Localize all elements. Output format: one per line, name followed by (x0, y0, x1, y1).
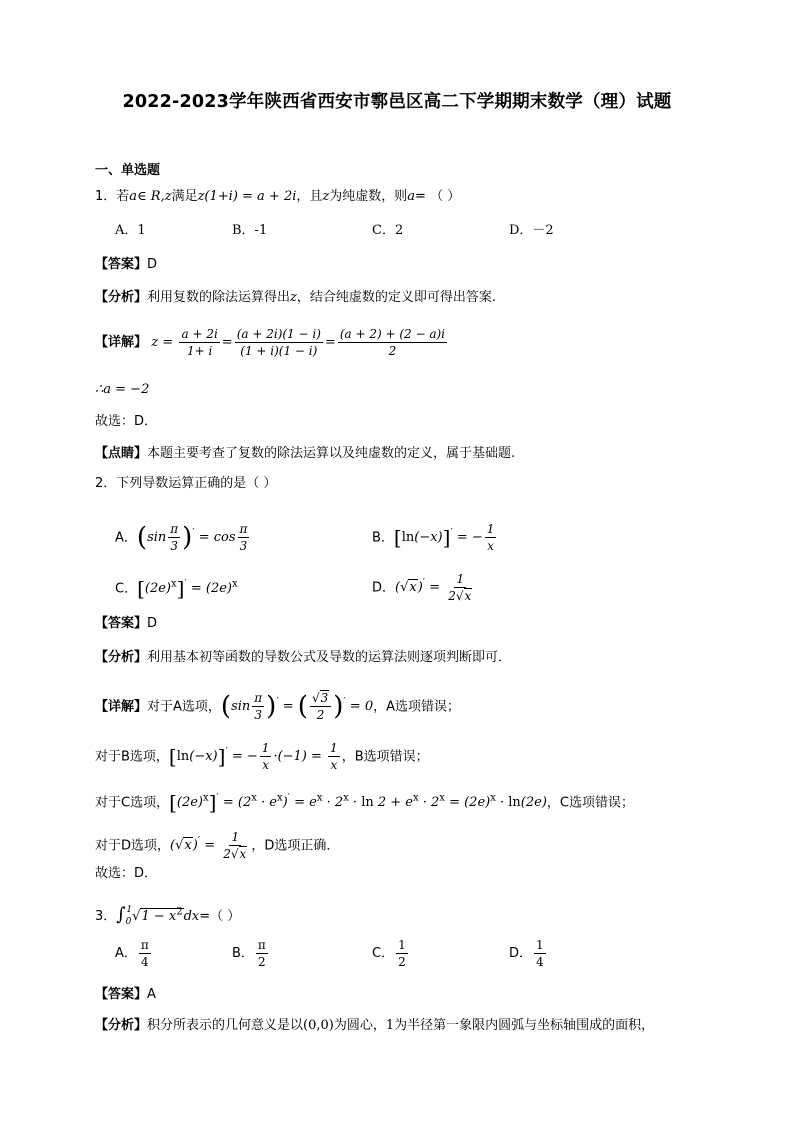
q2-detail-c: 对于C选项，$[(2e)^x]' = (2^x \cdot e^x)' = e^x \cdot 2^x \cdot \ln 2 + e^x \cdot 2^x = (2e)^x \cdot \ln(2e)$，C选项错误； (95, 790, 634, 815)
q3-answer: 【答案】A (95, 987, 156, 1002)
q1-analysis: 【分析】利用复数的除法运算得出z，结合纯虚数的定义即可得出答案. (95, 290, 497, 305)
q2-stem: 2．下列导数运算正确的是（ ） (95, 476, 277, 491)
q1-detail: 【详解】 z = $\frac{a + 2i}{1+ i}$ = $\frac{(a + 2i)(1 - i)}{(1 + i)(1 - i)}$ = $\frac{(a + 2) + (2 - a)i}{2}$ (95, 327, 446, 358)
q1-option-d: D．－2 (509, 223, 554, 238)
q2-analysis: 【分析】利用基本初等函数的导数公式及导数的运算法则逐项判断即可． (95, 650, 512, 665)
q1-option-b: B．-1 (232, 223, 268, 238)
q2-detail-b: 对于B选项，[ln(−x)]′ = − $\frac{1}{x}$ ·(−1) = $\frac{1}{x}$ ，B选项错误； (95, 741, 429, 773)
section-heading: 一、单选题 (95, 163, 161, 178)
q3-stem: 3．$\int_0^1√1 - x^2dx=$（ ） (95, 904, 241, 927)
q3-option-a: A． $\frac{\pi}{4}$ (115, 938, 149, 969)
q2-detail-a: 【详解】对于A选项，(sin $\frac{\pi}{3}$ )′ = ( $\frac{√3}{2}$ )′ = 0，A选项错误； (95, 691, 461, 723)
q1-comment: 【点睛】本题主要考查了复数的除法运算以及纯虚数的定义，属于基础题. (95, 446, 516, 461)
q1-answer: 【答案】D (95, 257, 158, 272)
q2-option-c: C．$[(2e)^x]' = (2e)^x$ (115, 576, 238, 601)
q1-choose: 故选：D． (95, 414, 158, 429)
q1-stem: 1．若a∈ R,z满足z(1+i) = a + 2i，且z为纯虚数，则a= （ ） (95, 189, 461, 204)
q3-option-d: D． $\frac{1}{4}$ (509, 938, 544, 969)
q2-option-d: D．(√x)′ = $\frac{1}{2√x}$ (372, 572, 472, 604)
q2-detail-d: 对于D选项，(√x)′ = $\frac{1}{2√x}$ ，D选项正确． (95, 830, 340, 862)
q1-option-a: A．1 (115, 223, 146, 238)
q3-option-b: B． $\frac{\pi}{2}$ (232, 938, 266, 969)
q3-option-c: C． $\frac{1}{2}$ (372, 938, 406, 969)
q1-option-c: C．2 (372, 223, 404, 238)
q2-option-a: A．(sin $\frac{\pi}{3}$ )′ = cos $\frac{\pi}{3}$ (115, 522, 248, 554)
q3-analysis: 【分析】积分所表示的几何意义是以(0,0)为圆心，1为半径第一象限内圆弧与坐标轴围成的面积， (95, 1018, 655, 1033)
q2-choose: 故选：D． (95, 866, 158, 881)
document-title: 2022-2023学年陕西省西安市鄠邑区高二下学期期末数学（理）试题 (122, 92, 672, 112)
q2-answer: 【答案】D (95, 616, 158, 631)
q1-result: ∴a = −2 (95, 382, 150, 397)
q2-option-b: B．[ln(−x)]′ = − $\frac{1}{x}$ (372, 522, 495, 554)
